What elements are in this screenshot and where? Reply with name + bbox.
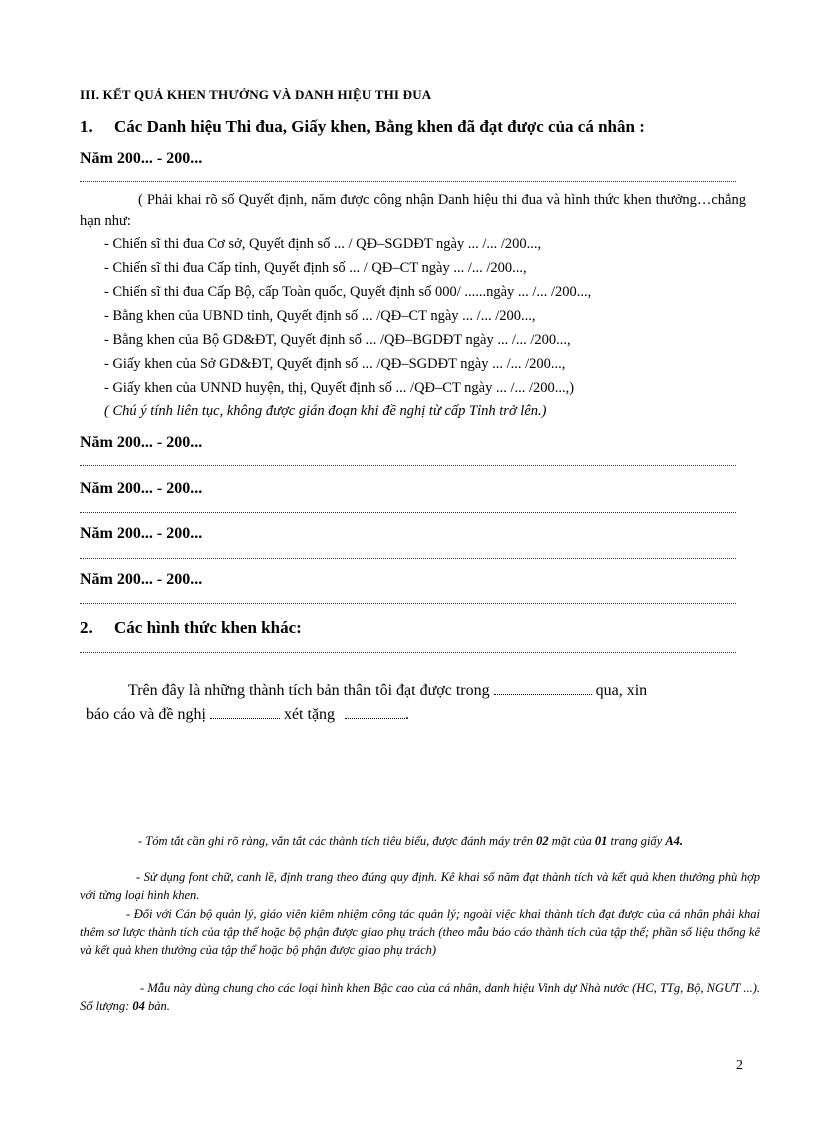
dotted-line-5 — [80, 603, 736, 604]
footnote-1-pages: 02 — [536, 834, 549, 848]
closing-text-1: Trên đây là những thành tích bản thân tôi đạt được trong — [128, 682, 490, 699]
year-label-5: Năm 200... - 200... — [80, 571, 203, 588]
award-item-7: - Giấy khen của UNND huyện, thị, Quyết định số ... /QĐ–CT ngày ... /... /200...,) — [104, 380, 575, 396]
dotted-line-1 — [80, 181, 736, 182]
section-1-number: 1. — [80, 117, 93, 136]
dotted-line-4 — [80, 558, 736, 559]
fill-blank-period — [494, 682, 592, 695]
award-item-3: - Chiến sĩ thi đua Cấp Bộ, cấp Toàn quốc, Quyết định số 000/ ......ngày ... /... /200..., — [104, 284, 592, 300]
footnote-4-count: 04 — [132, 999, 145, 1013]
footnote-1-paper: A4. — [665, 834, 684, 848]
closing-line-1 — [128, 682, 647, 700]
instructions-paragraph: ( Phải khai rõ số Quyết định, năm được công nhận Danh hiệu thi đua và hình thức khen thưởng…chẳng hạn như: — [80, 192, 746, 229]
footnote-1-text-c: trang giấy — [607, 834, 666, 848]
year-label-4: Năm 200... - 200... — [80, 525, 203, 542]
fill-blank-proposal — [210, 706, 280, 719]
footnote-4-text: - Mẫu này dùng chung cho các loại hình khen Bậc cao của cá nhân, danh hiệu Vinh dự Nhà nước (HC, TTg, Bộ, NGƯT ...). Số lượng: — [80, 981, 760, 1013]
section-2-text: Các hình thức khen khác: — [114, 618, 302, 637]
award-item-4: - Bằng khen của UBND tỉnh, Quyết định số ... /QĐ–CT ngày ... /... /200..., — [104, 308, 536, 324]
footnote-3: - Đối với Cán bộ quản lý, giáo viên kiêm nhiệm công tác quản lý; ngoài việc khai thành tích đạt được của cá nhân phải khai thêm sơ lược thành tích của tập thể hoặc bộ phận được giao phụ trách (theo mẫu báo cáo thành tích của tập thể; phần số liệu thống kê và kết quả khen thưởng của tập thể hoặc bộ phận được giao phụ trách) — [80, 907, 760, 957]
award-item-5: - Bằng khen của Bộ GD&ĐT, Quyết định số ... /QĐ–BGDĐT ngày ... /... /200..., — [104, 332, 571, 348]
section-heading: III. KẾT QUẢ KHEN THƯỞNG VÀ DANH HIỆU THI ĐUA — [80, 87, 432, 102]
award-item-1: - Chiến sĩ thi đua Cơ sở, Quyết định số ... / QĐ–SGDĐT ngày ... /... /200..., — [104, 236, 542, 252]
page-number: 2 — [736, 1058, 743, 1073]
footnote-1-text-b: mặt của — [548, 834, 595, 848]
closing-text-3: báo cáo và đề nghị — [86, 706, 206, 723]
dotted-line-2 — [80, 465, 736, 466]
dotted-line-6 — [80, 652, 736, 653]
footnote-1 — [80, 832, 760, 850]
section-2-title — [80, 618, 302, 638]
closing-text-4: xét tặng — [283, 706, 336, 723]
year-label-1: Năm 200... - 200... — [80, 150, 203, 167]
year-label-2: Năm 200... - 200... — [80, 434, 203, 451]
year-label-3: Năm 200... - 200... — [80, 480, 203, 497]
footnote-1-sheets: 01 — [594, 834, 608, 848]
closing-line-2 — [86, 706, 409, 724]
footnote-4 — [80, 979, 760, 1015]
continuity-note: ( Chú ý tính liên tục, không được gián đoạn khi đề nghị từ cấp Tỉnh trở lên.) — [104, 403, 547, 419]
closing-text-2: qua, xin — [595, 682, 648, 699]
footnote-1-text: - Tóm tắt cần ghi rõ ràng, vắn tắt các thành tích tiêu biểu, được đánh máy trên — [138, 834, 537, 848]
award-item-2: - Chiến sĩ thi đua Cấp tỉnh, Quyết định số ... / QĐ–CT ngày ... /... /200..., — [104, 260, 527, 276]
footnote-4-text-b: bản. — [144, 999, 170, 1013]
section-1-title — [80, 117, 645, 137]
section-1-text: Các Danh hiệu Thi đua, Giấy khen, Bằng khen đã đạt được của cá nhân : — [114, 117, 645, 136]
closing-text-5: . — [405, 706, 410, 723]
fill-blank-award — [345, 706, 405, 719]
dotted-line-3 — [80, 512, 736, 513]
section-2-number: 2. — [80, 618, 93, 637]
footnote-2: - Sử dụng font chữ, canh lề, định trang theo đúng quy định. Kê khai số năm đạt thành tích và kết quả khen thưởng phù hợp với từng loại hình khen. — [80, 870, 760, 902]
award-item-6: - Giấy khen của Sở GD&ĐT, Quyết định số ... /QĐ–SGDĐT ngày ... /... /200..., — [104, 356, 566, 372]
